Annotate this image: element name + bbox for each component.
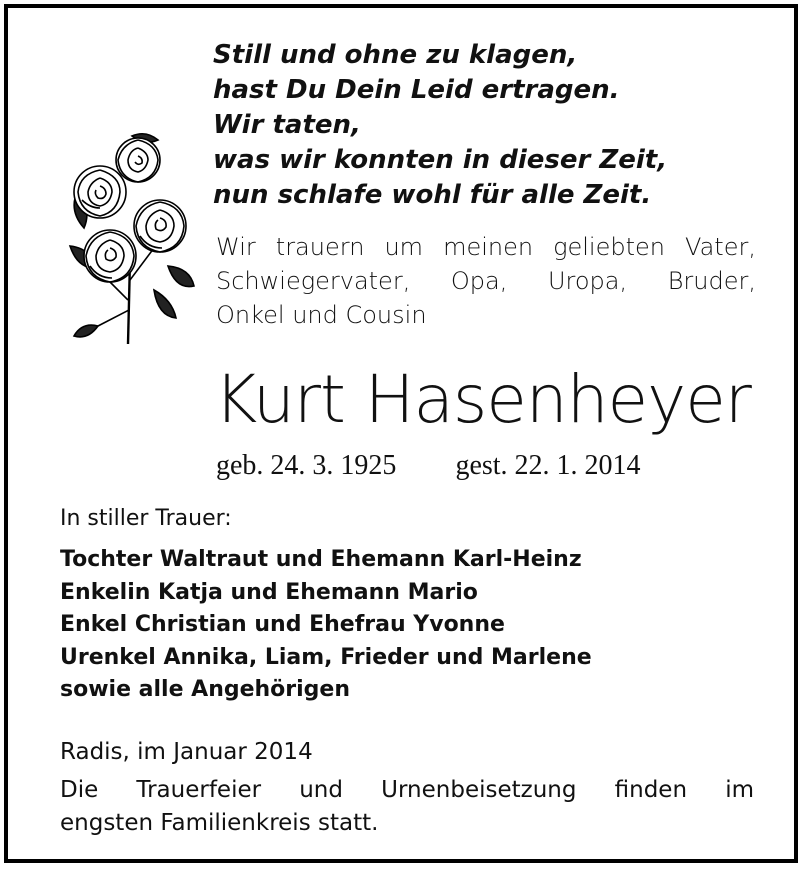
funeral-notice — [60, 774, 754, 840]
intro-text — [216, 230, 756, 332]
notice-word: und — [299, 777, 343, 803]
intro-word: Vater, — [685, 233, 756, 261]
mourner-line: Tochter Waltraut und Ehemann Karl-Heinz — [60, 547, 582, 572]
intro-word: Schwiegervater, — [216, 267, 411, 295]
death-date: gest. 22. 1. 2014 — [455, 450, 641, 481]
roses-illustration — [68, 130, 196, 346]
notice-line-2: engsten Familienkreis statt. — [60, 810, 379, 836]
intro-word: Uropa, — [547, 267, 628, 295]
intro-word: geliebten — [553, 233, 665, 261]
mourner-line: Urenkel Annika, Liam, Frieder und Marlene — [60, 644, 592, 670]
obituary-frame — [4, 4, 798, 863]
intro-word: Wir — [216, 233, 256, 261]
notice-line-1 — [60, 774, 754, 807]
poem-line: Still und ohne zu klagen, — [213, 40, 578, 70]
intro-line-1 — [216, 230, 756, 264]
notice-word: Urnenbeisetzung — [381, 777, 577, 803]
notice-word: Die — [60, 777, 99, 803]
poem-line: was wir konnten in dieser Zeit, — [213, 145, 668, 175]
place-date: Radis, im Januar 2014 — [60, 739, 313, 765]
poem-line: Wir taten, — [213, 110, 361, 140]
intro-word: trauern — [275, 233, 365, 261]
mourner-line: Enkelin Katja und Ehemann Mario — [60, 579, 478, 605]
notice-word: finden — [614, 777, 688, 803]
notice-word: Trauerfeier — [136, 777, 262, 803]
mourner-line: Enkel Christian und Ehefrau Yvonne — [60, 612, 505, 637]
intro-word: meinen — [443, 233, 534, 261]
mourners-label: In stiller Trauer: — [60, 506, 232, 531]
mourner-line: sowie alle Angehörigen — [60, 677, 351, 702]
intro-word: um — [384, 233, 424, 261]
poem-line: hast Du Dein Leid ertragen. — [213, 75, 620, 105]
intro-word: Bruder, — [667, 267, 756, 295]
intro-line-2 — [216, 264, 756, 298]
birth-date: geb. 24. 3. 1925 — [216, 450, 397, 481]
life-dates — [216, 448, 641, 484]
poem — [213, 38, 667, 213]
deceased-name: Kurt Hasenheyer — [214, 361, 751, 438]
intro-line-3: Onkel und Cousin — [216, 301, 427, 329]
notice-word: im — [725, 777, 754, 803]
mourners-list — [60, 544, 592, 707]
poem-line: nun schlafe wohl für alle Zeit. — [213, 180, 652, 210]
intro-word: Opa, — [450, 267, 508, 295]
